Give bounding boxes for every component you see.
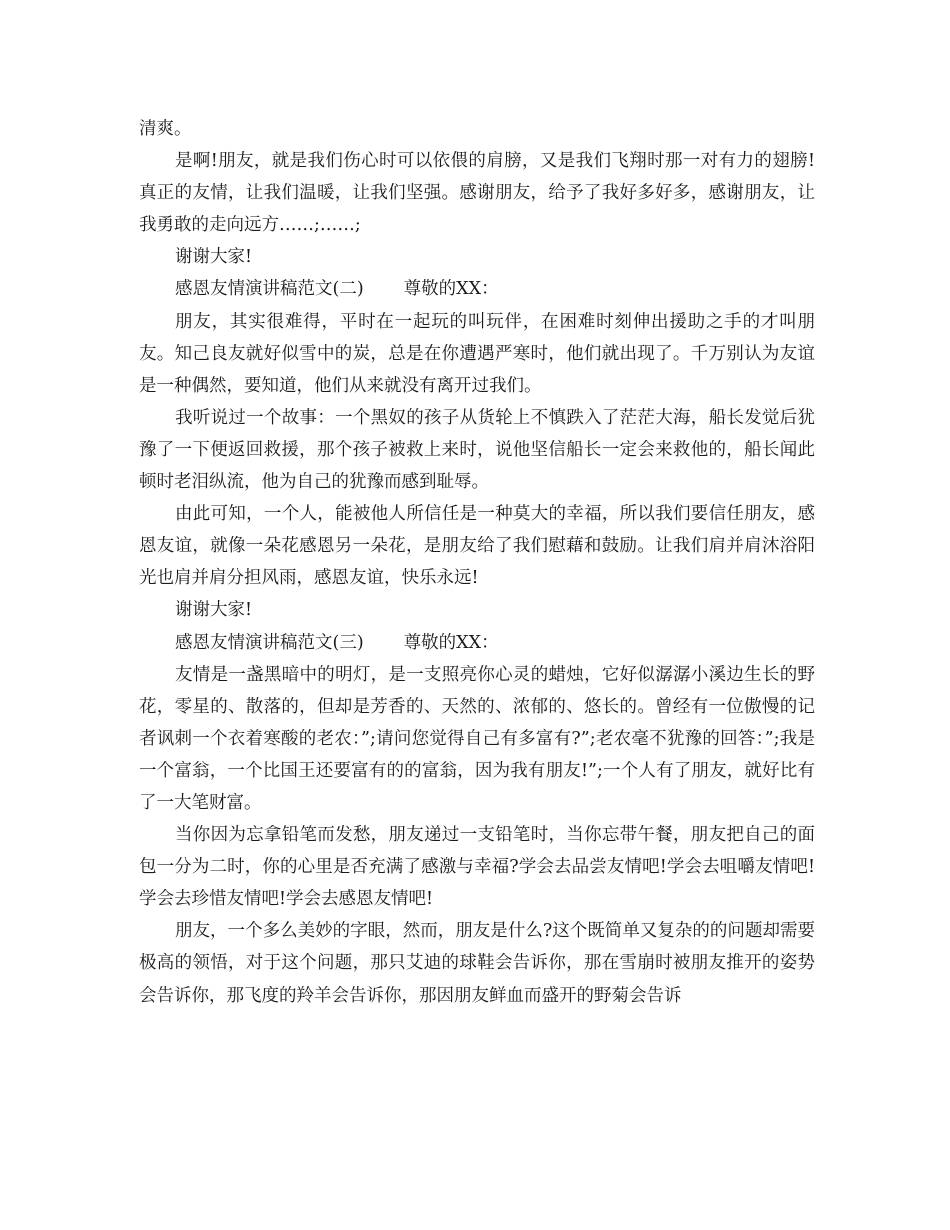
paragraph: 我听说过一个故事：一个黑奴的孩子从货轮上不慎跌入了茫茫大海，船长发觉后犹豫了一下便返回救援，那个孩子被救上来时，说他坚信船长一定会来救他的，船长闻此顿时老泪纵流，他为自己的犹豫而感到耻辱。 xyxy=(139,407,815,493)
paragraph: 朋友，其实很难得，平时在一起玩的叫玩伴，在困难时刻伸出援助之手的才叫朋友。知己良友就好似雪中的炭，总是在你遭遇严寒时，他们就出现了。千万别认为友谊是一种偶然，要知道，他们从来就没有离开过我们。 xyxy=(139,311,815,396)
document-body xyxy=(139,113,815,1012)
closing-thanks: 谢谢大家! xyxy=(175,600,253,621)
paragraph: 当你因为忘拿铅笔而发愁，朋友递过一支铅笔时，当你忘带午餐，朋友把自己的面包一分为二时，你的心里是否充满了感激与幸福?学会去品尝友情吧!学会去咀嚼友情吧!学会去珍惜友情吧!学会去感恩友情吧! xyxy=(139,825,815,910)
paragraph-continuation: 清爽。 xyxy=(139,119,192,139)
section-heading-3 xyxy=(139,627,815,659)
salutation: 尊敬的XX： xyxy=(403,632,499,653)
section-title: 感恩友情演讲稿范文(二) xyxy=(175,279,364,300)
section-title: 感恩友情演讲稿范文(三) xyxy=(175,632,364,653)
closing-thanks: 谢谢大家! xyxy=(175,247,253,268)
paragraph: 由此可知，一个人，能被他人所信任是一种莫大的幸福，所以我们要信任朋友，感恩友谊，就像一朵花感恩另一朵花，是朋友给了我们慰藉和鼓励。让我们肩并肩沐浴阳光也肩并肩分担风雨，感恩友谊，快乐永远! xyxy=(139,504,815,589)
section-heading-2 xyxy=(139,273,815,305)
salutation: 尊敬的XX： xyxy=(403,279,499,300)
paragraph: 朋友，一个多么美妙的字眼，然而，朋友是什么?这个既简单又复杂的的问题却需要极高的领悟，对于这个问题，那只艾迪的球鞋会告诉你，那在雪崩时被朋友推开的姿势会告诉你，那飞度的羚羊会告诉你，那因朋友鲜血而盛开的野菊会告诉 xyxy=(139,921,815,1006)
paragraph: 是啊!朋友，就是我们伤心时可以依偎的肩膀，又是我们飞翔时那一对有力的翅膀!真正的友情，让我们温暖，让我们坚强。感谢朋友，给予了我好多好多，感谢朋友，让我勇敢的走向远方……;……; xyxy=(139,151,815,236)
paragraph: 友情是一盏黑暗中的明灯，是一支照亮你心灵的蜡烛，它好似潺潺小溪边生长的野花，零星的、散落的，但却是芳香的、天然的、浓郁的、悠长的。曾经有一位傲慢的记者讽刺一个衣着寒酸的老农：”;请问您觉得自己有多富有?”;老农毫不犹豫的回答：”;我是一个富翁，一个比国王还要富有的的富翁，因为我有朋友!”;一个人有了朋友，就好比有了一大笔财富。 xyxy=(139,664,815,813)
